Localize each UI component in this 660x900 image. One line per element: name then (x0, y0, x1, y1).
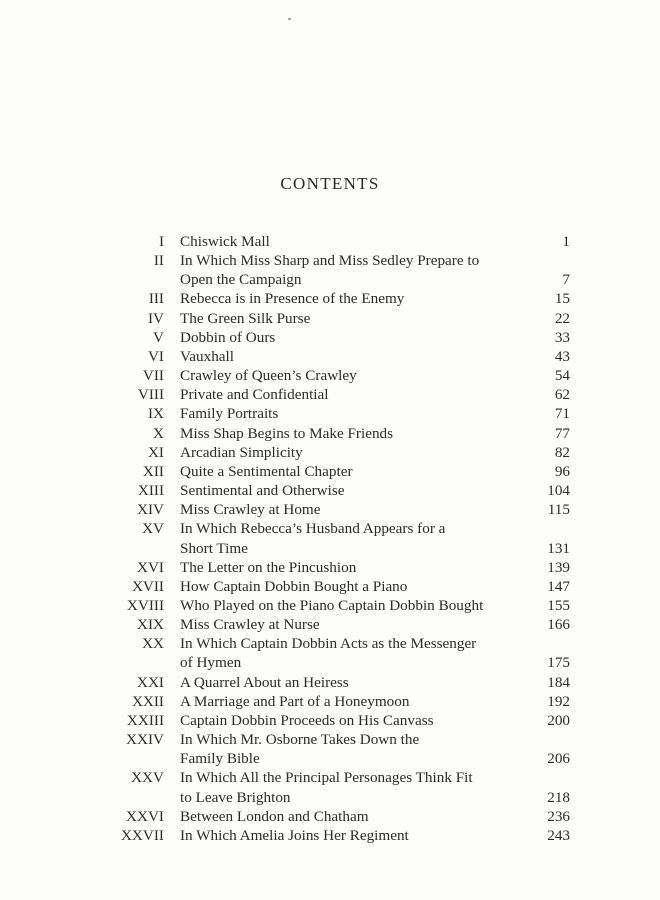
chapter-title-text: Quite a Sentimental Chapter (180, 462, 353, 480)
page-number: 139 (547, 558, 570, 576)
chapter-title-text: The Green Silk Purse (180, 309, 311, 327)
chapter-title (180, 481, 570, 500)
table-of-contents (100, 232, 570, 845)
chapter-title-line (180, 500, 570, 519)
page-number: 43 (554, 347, 570, 365)
chapter-title-line (180, 673, 570, 692)
toc-entry (100, 404, 570, 423)
toc-entry (100, 462, 570, 481)
chapter-title-line (180, 577, 570, 596)
toc-entry (100, 519, 570, 557)
chapter-title-text: In Which Captain Dobbin Acts as the Messenger (180, 635, 477, 653)
paper-speck (288, 18, 291, 20)
chapter-title (180, 634, 570, 672)
chapter-number: XXVI (126, 807, 164, 825)
chapter-title (180, 500, 570, 519)
chapter-title-line (180, 653, 570, 672)
page-number: 15 (554, 290, 570, 308)
toc-entry (100, 673, 570, 692)
chapter-number: VII (142, 367, 164, 385)
chapter-title (180, 443, 570, 462)
chapter-title-text: Private and Confidential (180, 386, 329, 404)
chapter-number: VI (147, 347, 164, 365)
chapter-title (180, 366, 570, 385)
toc-entry (100, 366, 570, 385)
page-number: 54 (554, 367, 570, 385)
chapter-title-line (180, 251, 570, 270)
page-number: 62 (554, 386, 570, 404)
chapter-title (180, 289, 570, 308)
toc-entry (100, 826, 570, 845)
page-number: 175 (547, 654, 570, 672)
toc-entry (100, 251, 570, 289)
chapter-title-text: Miss Shap Begins to Make Friends (180, 424, 394, 442)
chapter-title (180, 577, 570, 596)
chapter-title-text: In Which Miss Sharp and Miss Sedley Prepare to (180, 252, 480, 270)
page-number: 218 (547, 788, 570, 806)
chapter-title-line (180, 424, 570, 443)
toc-entry (100, 730, 570, 768)
chapter-title-line (180, 788, 570, 807)
contents-heading: CONTENTS (280, 174, 380, 193)
chapter-number: X (153, 424, 164, 442)
chapter-title-line (180, 558, 570, 577)
chapter-number: XII (142, 462, 164, 480)
toc-entry (100, 328, 570, 347)
chapter-title (180, 309, 570, 328)
chapter-title-text: A Quarrel About an Heiress (180, 673, 349, 691)
chapter-title-line (180, 328, 570, 347)
page-number: 7 (562, 271, 570, 289)
page-number: 115 (547, 501, 570, 519)
chapter-title-line (180, 481, 570, 500)
chapter-number: XX (142, 635, 164, 653)
page-number: 243 (547, 826, 570, 844)
chapter-title-text: Who Played on the Piano Captain Dobbin Bought (180, 596, 484, 614)
chapter-number: VIII (137, 386, 164, 404)
chapter-title (180, 232, 570, 251)
chapter-title-text: Crawley of Queen’s Crawley (180, 367, 357, 385)
chapter-title-text: In Which All the Principal Personages Think Fit (180, 769, 473, 787)
toc-entry (100, 596, 570, 615)
chapter-number: XVIII (126, 596, 164, 614)
chapter-title-line (180, 749, 570, 768)
chapter-title-text: Miss Crawley at Home (180, 501, 321, 519)
page-number: 22 (554, 309, 570, 327)
chapter-title (180, 692, 570, 711)
chapter-title-line (180, 634, 570, 653)
toc-entry (100, 558, 570, 577)
chapter-title (180, 328, 570, 347)
chapter-title-text: Family Bible (180, 750, 260, 768)
toc-entry (100, 347, 570, 366)
chapter-title-text: How Captain Dobbin Bought a Piano (180, 577, 408, 595)
toc-entry (100, 711, 570, 730)
chapter-number: I (158, 233, 164, 250)
chapter-title (180, 826, 570, 845)
chapter-title-text: of Hymen (180, 654, 242, 672)
chapter-title-text: Captain Dobbin Proceeds on His Canvass (180, 711, 434, 729)
toc-entry (100, 443, 570, 462)
toc-entry (100, 768, 570, 806)
page-number: 184 (547, 673, 570, 691)
chapter-title-text: The Letter on the Pincushion (180, 558, 357, 576)
chapter-title-text: Miss Crawley at Nurse (180, 616, 320, 634)
chapter-number: XIII (137, 482, 164, 500)
page-number: 33 (554, 328, 570, 346)
page-number: 71 (554, 405, 570, 423)
chapter-title-line (180, 519, 570, 538)
toc-entry (100, 692, 570, 711)
page-number: 236 (547, 807, 570, 825)
toc-entry (100, 385, 570, 404)
chapter-title-text: Sentimental and Otherwise (180, 482, 345, 500)
chapter-title-text: Vauxhall (180, 347, 234, 365)
chapter-title-text: Arcadian Simplicity (180, 443, 303, 461)
chapter-number: XXII (131, 692, 164, 710)
chapter-title-line (180, 615, 570, 634)
chapter-title-line (180, 539, 570, 558)
toc-entry (100, 807, 570, 826)
chapter-title-text: Dobbin of Ours (180, 328, 276, 346)
chapter-title-line (180, 366, 570, 385)
chapter-title-line (180, 462, 570, 481)
chapter-title (180, 807, 570, 826)
chapter-number: XXV (131, 769, 164, 787)
page-number: 77 (554, 424, 570, 442)
page-number: 96 (554, 462, 570, 480)
chapter-title (180, 711, 570, 730)
page-number: 104 (547, 482, 570, 500)
chapter-title-line (180, 289, 570, 308)
toc-entry (100, 615, 570, 634)
page-number: 1 (562, 233, 570, 250)
chapter-number: III (148, 290, 164, 308)
chapter-title-line (180, 270, 570, 289)
page-number: 155 (547, 596, 570, 614)
chapter-title-line (180, 711, 570, 730)
chapter-number: XIX (137, 616, 164, 634)
chapter-title-text: A Marriage and Part of a Honeymoon (180, 692, 410, 710)
chapter-title-line (180, 404, 570, 423)
chapter-title-text: In Which Mr. Osborne Takes Down the (180, 731, 420, 749)
chapter-number: IX (147, 405, 164, 423)
toc-entry (100, 309, 570, 328)
chapter-title-line (180, 730, 570, 749)
page-number: 131 (547, 539, 570, 557)
toc-entry (100, 500, 570, 519)
chapter-title-line (180, 309, 570, 328)
chapter-number: XXVII (120, 826, 164, 844)
chapter-number: XXI (137, 673, 164, 691)
chapter-title-text: to Leave Brighton (180, 788, 291, 806)
chapter-title-line (180, 385, 570, 404)
page-number: 200 (547, 711, 570, 729)
page-number: 206 (547, 750, 570, 768)
toc-entry (100, 232, 570, 251)
chapter-title-text: Short Time (180, 539, 248, 557)
toc-entry (100, 481, 570, 500)
chapter-number: V (153, 328, 164, 346)
chapter-title (180, 251, 570, 289)
chapter-number: XV (142, 520, 164, 538)
chapter-title-text: Family Portraits (180, 405, 279, 423)
chapter-title (180, 596, 570, 615)
chapter-title-text: In Which Amelia Joins Her Regiment (180, 826, 409, 844)
chapter-title-text: Between London and Chatham (180, 807, 369, 825)
chapter-number: XVI (137, 558, 164, 576)
chapter-title-text: Open the Campaign (180, 271, 302, 289)
chapter-title (180, 558, 570, 577)
chapter-title-text: Chiswick Mall (180, 233, 270, 250)
page-number: 166 (547, 616, 570, 634)
chapter-number: XI (147, 443, 164, 461)
chapter-title-line (180, 807, 570, 826)
chapter-title-line (180, 347, 570, 366)
chapter-number: IV (147, 309, 164, 327)
chapter-title (180, 347, 570, 366)
chapter-number: XIV (137, 501, 164, 519)
chapter-title (180, 730, 570, 768)
chapter-title (180, 615, 570, 634)
chapter-number: XXIII (126, 711, 164, 729)
page-number: 147 (547, 577, 570, 595)
toc-entry (100, 577, 570, 596)
chapter-title (180, 404, 570, 423)
chapter-title-text: Rebecca is in Presence of the Enemy (180, 290, 405, 308)
chapter-title-line (180, 443, 570, 462)
chapter-title-line (180, 232, 570, 251)
toc-entry (100, 289, 570, 308)
chapter-title-line (180, 596, 570, 615)
chapter-title (180, 673, 570, 692)
toc-entry (100, 424, 570, 443)
chapter-number: XXIV (126, 731, 164, 749)
chapter-title-line (180, 826, 570, 845)
chapter-title-text: In Which Rebecca’s Husband Appears for a (180, 520, 446, 538)
page-number: 82 (554, 443, 570, 461)
chapter-title (180, 424, 570, 443)
chapter-title-line (180, 692, 570, 711)
chapter-title (180, 462, 570, 481)
chapter-title (180, 519, 570, 557)
toc-entry (100, 634, 570, 672)
chapter-number: XVII (131, 577, 164, 595)
chapter-number: II (153, 252, 164, 270)
chapter-title-line (180, 768, 570, 787)
chapter-title (180, 768, 570, 806)
chapter-title (180, 385, 570, 404)
page-number: 192 (547, 692, 570, 710)
